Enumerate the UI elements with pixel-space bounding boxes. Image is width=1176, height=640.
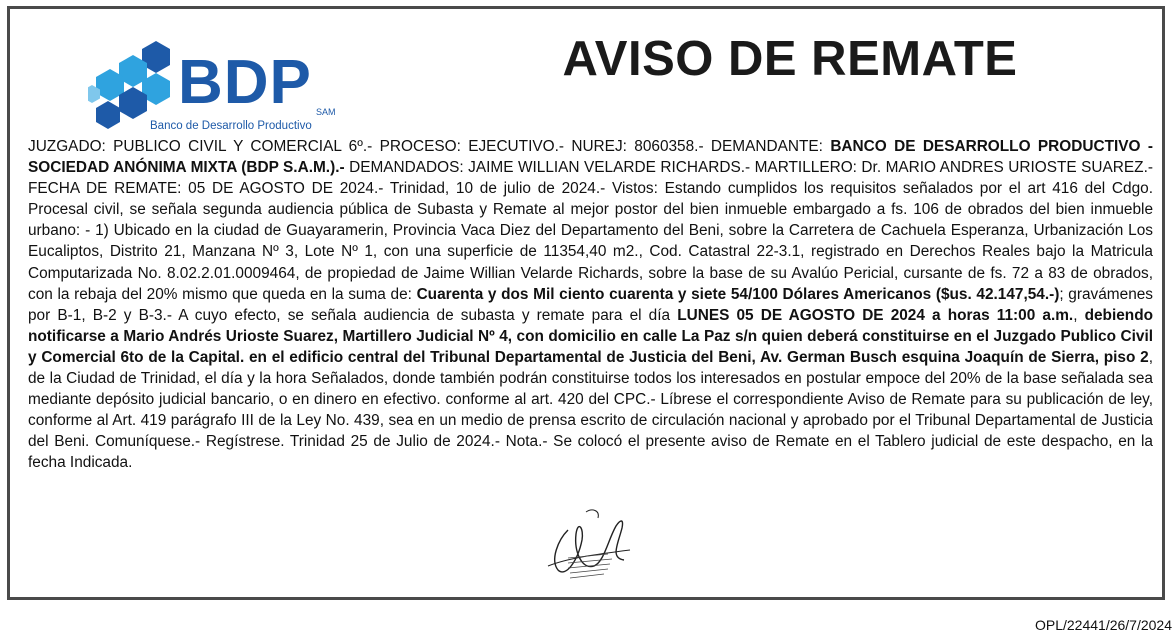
judge-signature <box>538 500 638 590</box>
notice-text-segment: ; gravámenes por B-1, B-2 y B-3.- A cuyo efecto, se señala audiencia de subasta y remate para el día <box>28 285 1154 324</box>
notice-bold-segment: debiendo notificarse a Mario Andrés Urioste Suarez, Martillero Judicial Nº 4, con domicilio en calle La Paz s/n quien deberá constituirse en el Juzgado Publico Civil y Comercial 6to de la Capital. en el edificio central del Tribunal Departamental de Justicia del Beni, Av. German Busch esquina Joaquín de Sierra, piso 2 <box>28 306 1153 366</box>
notice-bold-segment: LUNES 05 DE AGOSTO DE 2024 a horas 11:00 a.m. <box>677 306 1074 324</box>
notice-text-segment: , <box>1073 306 1085 324</box>
logo-tagline: Banco de Desarrollo Productivo <box>150 120 312 132</box>
logo-brand: BDP <box>178 48 312 117</box>
notice-bold-segment: BANCO DE DESARROLLO PRODUCTIVO - SOCIEDAD ANÓNIMA MIXTA (BDP S.A.M.).- <box>28 138 1153 177</box>
notice-text-segment: JUZGADO: PUBLICO CIVIL Y COMERCIAL 6º.- PROCESO: EJECUTIVO.- NUREJ: 8060358.- DEMANDANTE: <box>28 138 831 155</box>
notice-text-segment: , de la Ciudad de Trinidad, el día y la hora Señalados, donde también podrán constituirse todos los interesados en postular empoce del 20% de la base señalada sea mediante depósito judicial bancario, o en dinero en efectivo. conforme al art. 420 del CPC.- Líbrese el correspondiente Aviso de Remate para su publicación de ley, conforme al Art. 419 parágrafo III de la Ley No. 439, sea en un medio de prensa escrito de circulación nacional y aprobado por el Tribunal Departamental de Justicia del Beni. Comuníquese.- Regístrese. Trinidad 25 de Julio de 2024.- Nota.- Se colocó el presente aviso de Remate en el Tablero judicial de este despacho, en la fecha Indicada. <box>28 348 1153 472</box>
notice-bold-segment: Cuarenta y dos Mil ciento cuarenta y siete 54/100 Dólares Americanos ($us. 42.147,54.-) <box>416 285 1060 303</box>
hexagon-cluster-icon <box>88 41 170 129</box>
bdp-logo <box>88 41 348 133</box>
notice-text-segment: DEMANDADOS: JAIME WILLIAN VELARDE RICHARDS.- MARTILLERO: Dr. MARIO ANDRES URIOSTE SUAREZ.- FECHA DE REMATE: 05 DE AGOSTO DE 2024.- Trinidad, 10 de julio de 2024.- Vistos: Estando cumplidos los requisitos señalados por el art 416 del Cdgo. Procesal civil, se señala segunda audiencia pública de Subasta y Remate al mejor postor del bien inmueble embargado a fs. 106 de obrados del bien inmueble urbano: - 1) Ubicado en la ciudad de Guayaramerin, Provincia Vaca Diez del Departamento del Beni, sobre la Carretera de Cachuela Esperanza, Urbanización Los Eucaliptos, Distrito 21, Manzana Nº 3, Lote Nº 1, con una superficie de 11354,40 m2., Cod. Catastral 22-3.1, registrado en Derechos Reales bajo la Matricula Computarizada No. 8.02.2.01.0009464, de propiedad de Jaime Willian Velarde Richards, sobre la base de su Avalúo Pericial, cursante de fs. 72 a 83 de obrados, con la rebaja del 20% mismo que queda en la suma de: <box>28 159 1153 303</box>
publication-code: OPL/22441/26/7/2024 <box>1034 617 1172 633</box>
logo-suffix: SAM <box>316 107 336 117</box>
notice-title: AVISO DE REMATE <box>562 32 1018 86</box>
notice-body <box>28 136 1153 474</box>
